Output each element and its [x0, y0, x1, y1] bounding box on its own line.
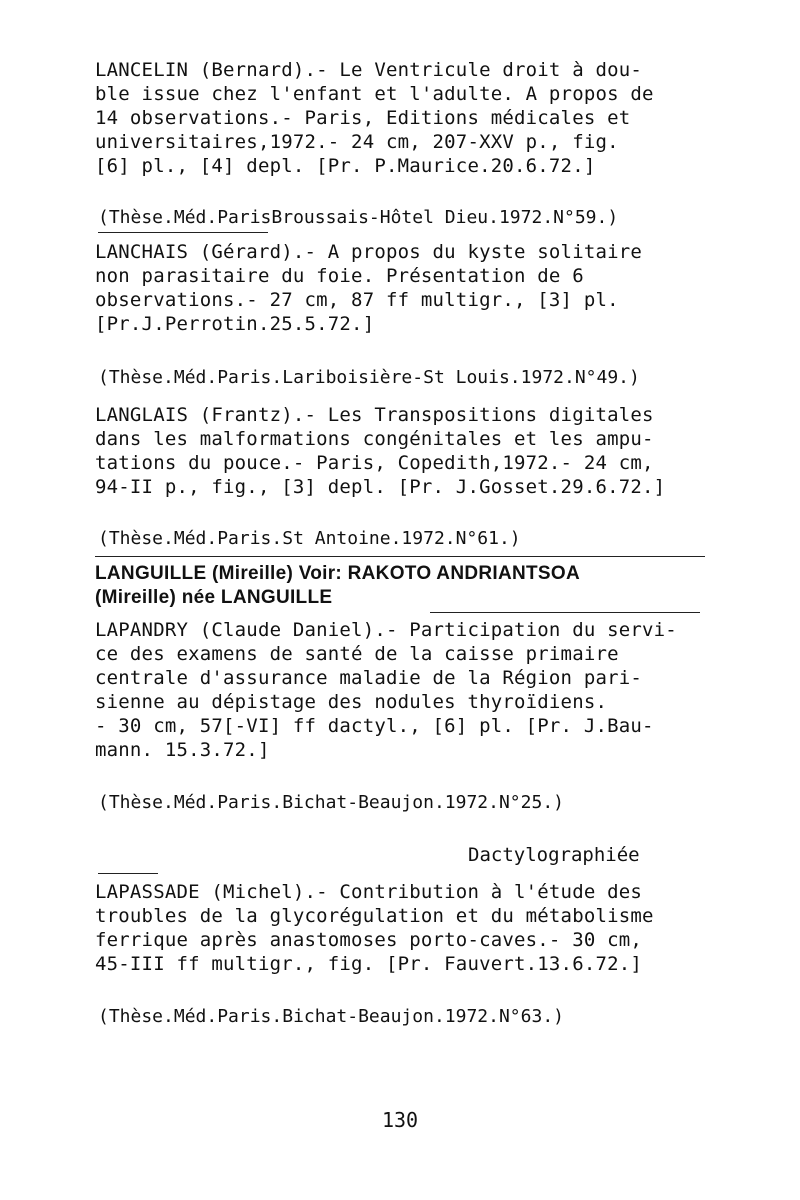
entry-line: [6] pl., [4] depl. [Pr. P.Maurice.20.6.72.] — [95, 155, 596, 177]
entry-line: tations du pouce.- Paris, Copedith,1972.- 24 cm, — [95, 452, 654, 474]
entry-line: ce des examens de santé de la caisse primaire — [95, 643, 619, 665]
entry-line: troubles de la glycorégulation et du métabolisme — [95, 905, 654, 927]
entry-line: non parasitaire du foie. Présentation de 6 — [95, 265, 584, 287]
thesis-note: (Thèse.Méd.Paris.Lariboisière-St Louis.1972.N°49.) — [98, 367, 640, 388]
bibliographic-entry-lanchais — [95, 240, 695, 336]
entry-line: centrale d'assurance maladie de la Région pari- — [95, 667, 643, 689]
thesis-note: (Thèse.Méd.ParisBroussais-Hôtel Dieu.1972.N°59.) — [98, 207, 619, 228]
entry-line: 94-II p., fig., [3] depl. [Pr. J.Gosset.29.6.72.] — [95, 476, 666, 498]
entry-line: LANGLAIS (Frantz).- Les Transpositions digitales — [95, 404, 654, 426]
entry-line: [Pr.J.Perrotin.25.5.72.] — [95, 313, 375, 335]
cross-reference-line: LANGUILLE (Mireille) Voir: RAKOTO ANDRIANTSOA — [95, 563, 580, 584]
entry-line: mann. 15.3.72.] — [95, 739, 270, 761]
cross-reference-line: (Mireille) née LANGUILLE — [95, 587, 333, 608]
entry-line: LANCELIN (Bernard).- Le Ventricule droit à dou- — [95, 59, 643, 81]
entry-line: 45-III ff multigr., fig. [Pr. Fauvert.13.6.72.] — [95, 953, 643, 975]
entry-line: - 30 cm, 57[-VI] ff dactyl., [6] pl. [Pr. J.Bau- — [95, 715, 654, 737]
entry-line: observations.- 27 cm, 87 ff multigr., [3] pl. — [95, 289, 619, 311]
typescript-note: Dactylographiée — [468, 844, 640, 866]
thesis-note: (Thèse.Méd.Paris.Bichat-Beaujon.1972.N°25.) — [98, 792, 564, 813]
bibliographic-entry-langlais — [95, 403, 695, 499]
bibliographic-entry-lapandry — [95, 618, 695, 762]
entry-line: LAPASSADE (Michel).- Contribution à l'étude des — [95, 881, 643, 903]
section-divider — [98, 873, 158, 874]
bibliographic-entry-lancelin — [95, 58, 695, 178]
cross-reference-languille — [95, 562, 695, 610]
entry-line: universitaires,1972.- 24 cm, 207-XXV p., fig. — [95, 131, 619, 153]
entry-line: ferrique après anastomoses porto-caves.- 30 cm, — [95, 929, 643, 951]
entry-line: ble issue chez l'enfant et l'adulte. A propos de — [95, 83, 654, 105]
section-divider — [430, 612, 700, 613]
entry-line: LAPANDRY (Claude Daniel).- Participation du servi- — [95, 619, 677, 641]
entry-line: 14 observations.- Paris, Editions médicales et — [95, 107, 631, 129]
entry-line: dans les malformations congénitales et les ampu- — [95, 428, 654, 450]
entry-line: sienne au dépistage des nodules thyroïdiens. — [95, 691, 608, 713]
section-divider — [95, 556, 705, 557]
entry-line: LANCHAIS (Gérard).- A propos du kyste solitaire — [95, 241, 643, 263]
thesis-underline — [98, 232, 268, 233]
thesis-note: (Thèse.Méd.Paris.Bichat-Beaujon.1972.N°63.) — [98, 1006, 564, 1027]
thesis-note: (Thèse.Méd.Paris.St Antoine.1972.N°61.) — [98, 528, 521, 549]
bibliographic-entry-lapassade — [95, 880, 695, 976]
page-number: 130 — [381, 1108, 419, 1132]
